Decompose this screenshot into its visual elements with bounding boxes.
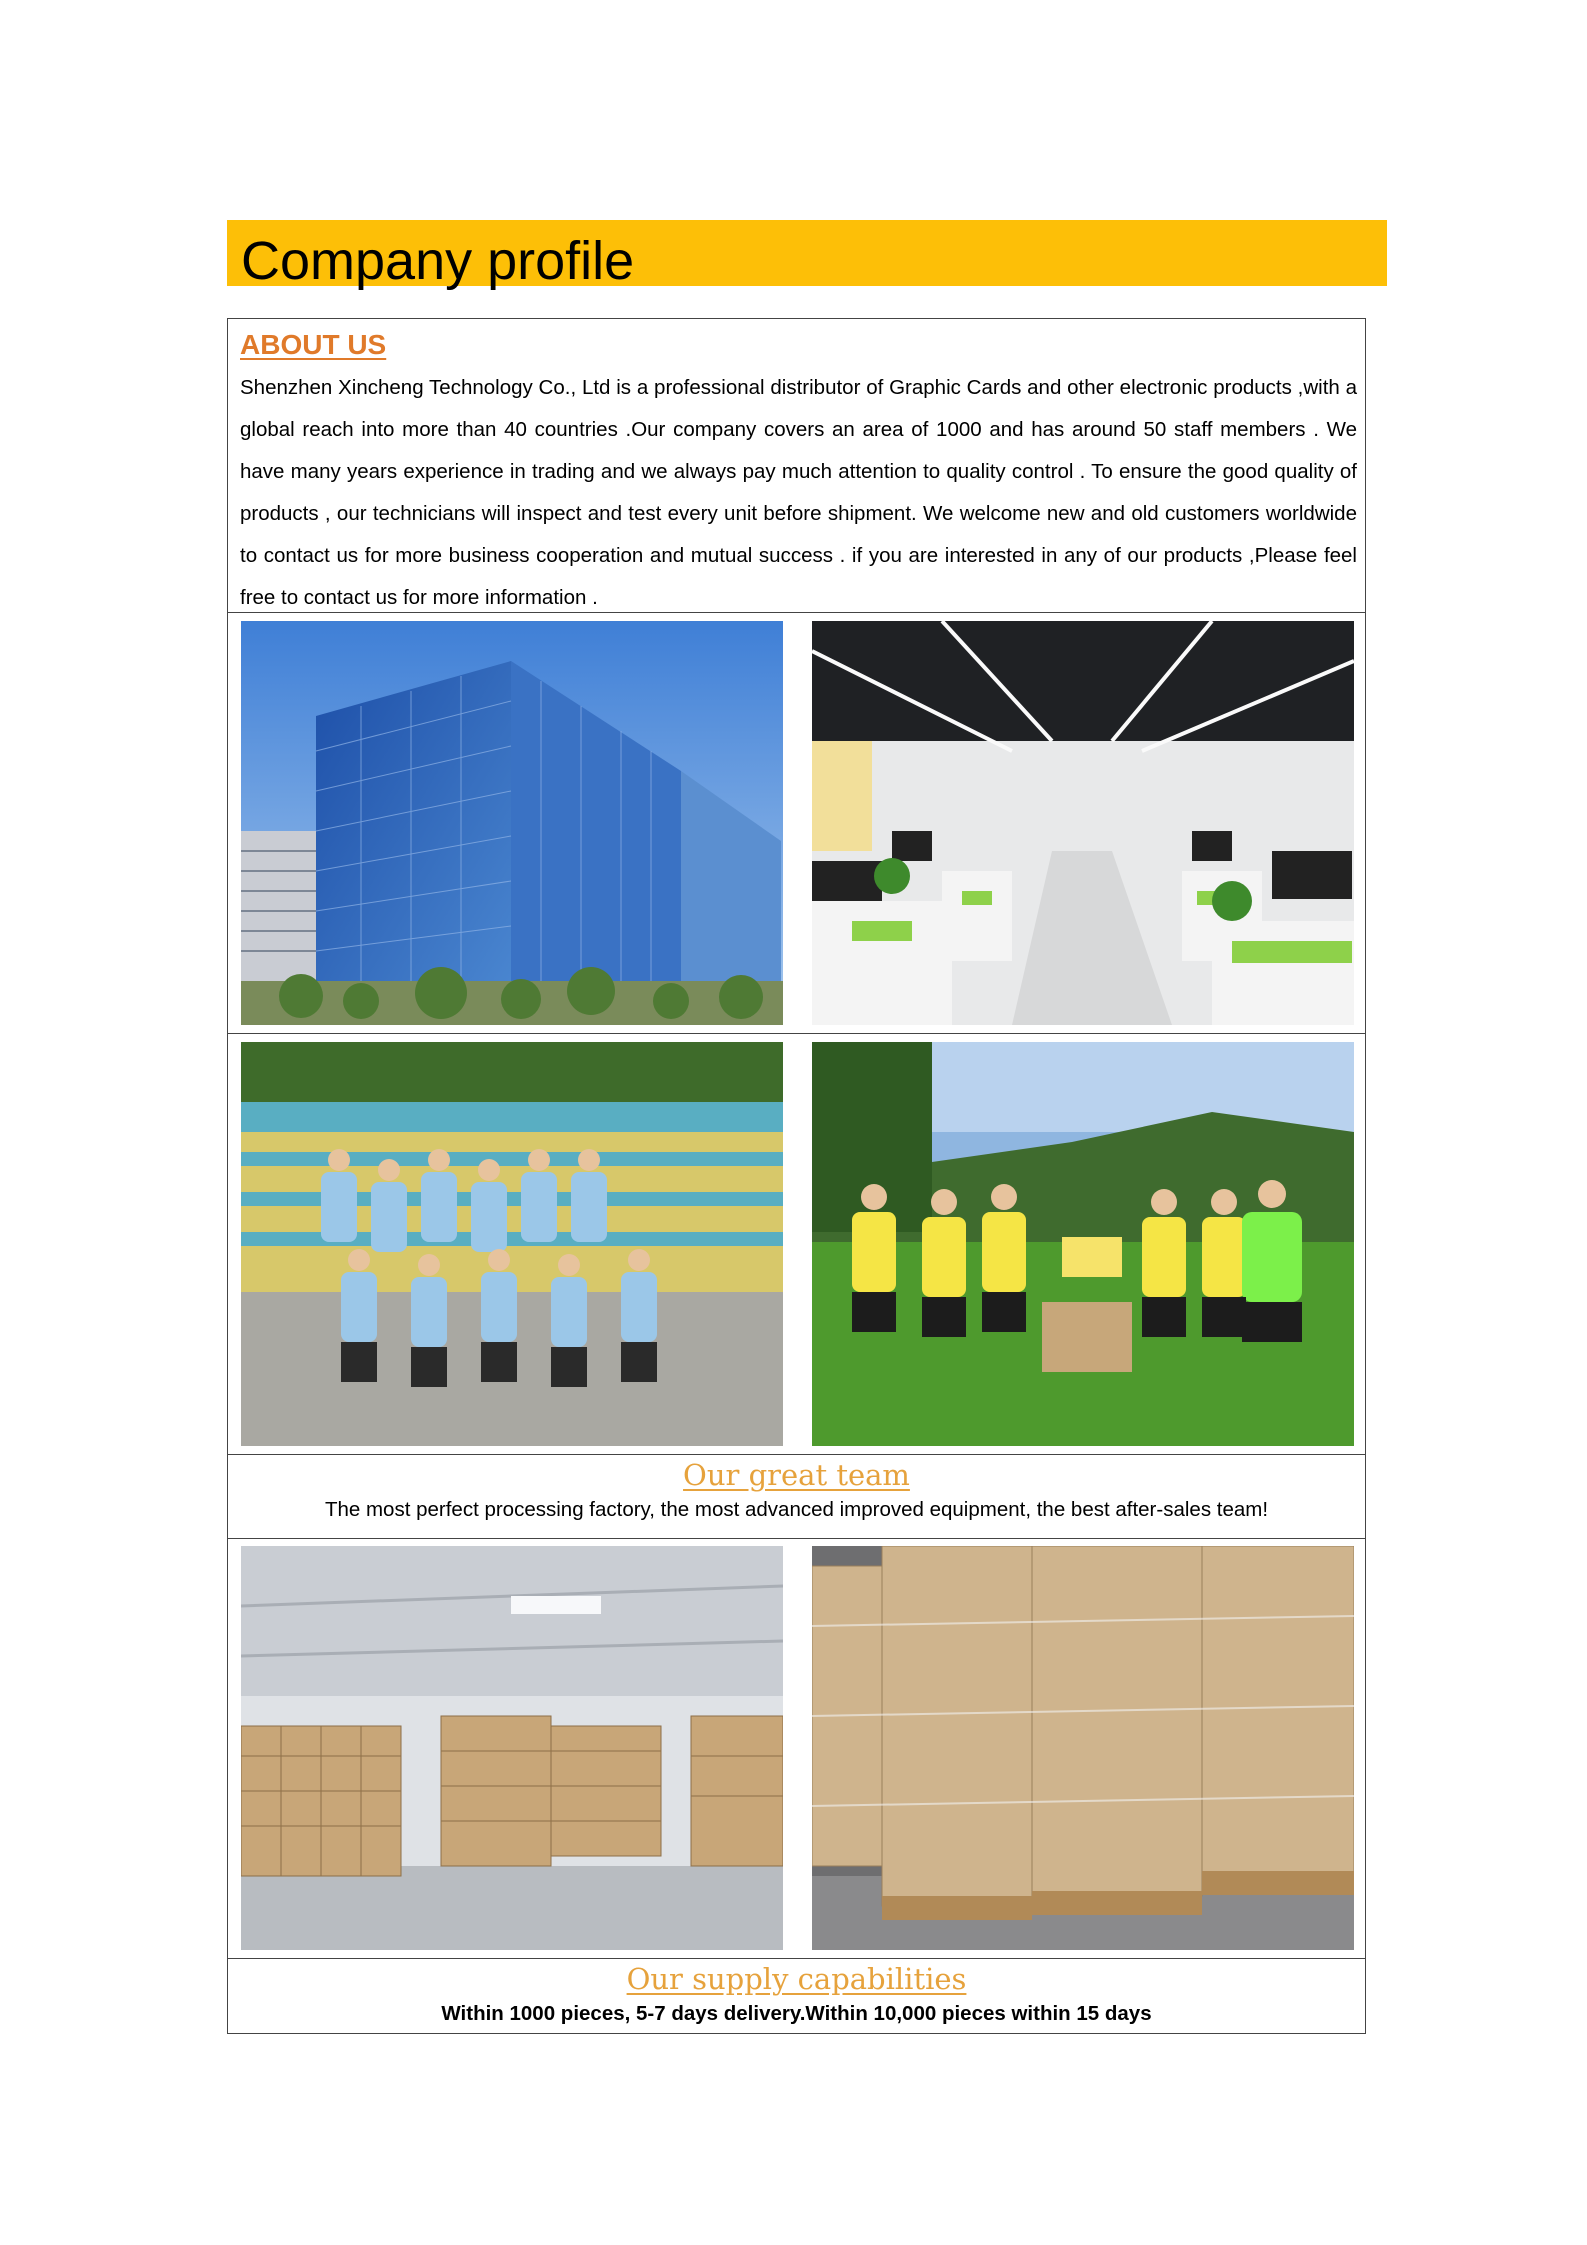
about-section [240, 325, 1357, 619]
divider [228, 1033, 1365, 1034]
about-text: Shenzhen Xincheng Technology Co., Ltd is a professional distributor of Graphic Cards and other electronic products ,with a global reach into more than 40 countries .Our company covers an area of 1000 and has around 50 staff members . We have many years experience in trading and we always pay much attention to quality control . To ensure the good quality of products , our technicians will inspect and test every unit before shipment. We welcome new and old customers worldwide to contact us for more business cooperation and mutual success . if you are interested in any of our products ,Please feel free to contact us for more information . [240, 376, 1357, 609]
warehouse-photo [241, 1546, 783, 1950]
divider [228, 1538, 1365, 1539]
office-building-photo [241, 621, 783, 1025]
team-section-text: The most perfect processing factory, the most advanced improved equipment, the best after-sales team! [324, 1498, 1269, 1521]
divider [228, 612, 1365, 613]
profile-frame [227, 318, 1366, 2034]
supply-section-text: Within 1000 pieces, 5-7 days delivery.Within 10,000 pieces within 15 days [441, 2002, 1152, 2025]
divider [228, 1454, 1365, 1455]
team-photo-outdoor [812, 1042, 1354, 1446]
title-bar [227, 220, 1387, 291]
office-interior-photo [812, 621, 1354, 1025]
page-title: Company profile [241, 231, 635, 291]
team-section-title: Our great team [683, 1458, 910, 1492]
about-heading: ABOUT US [240, 329, 387, 360]
divider [228, 1958, 1365, 1959]
supply-section-title: Our supply capabilities [626, 1962, 967, 1996]
pallets-photo [812, 1546, 1354, 1950]
team-photo-blue [241, 1042, 783, 1446]
